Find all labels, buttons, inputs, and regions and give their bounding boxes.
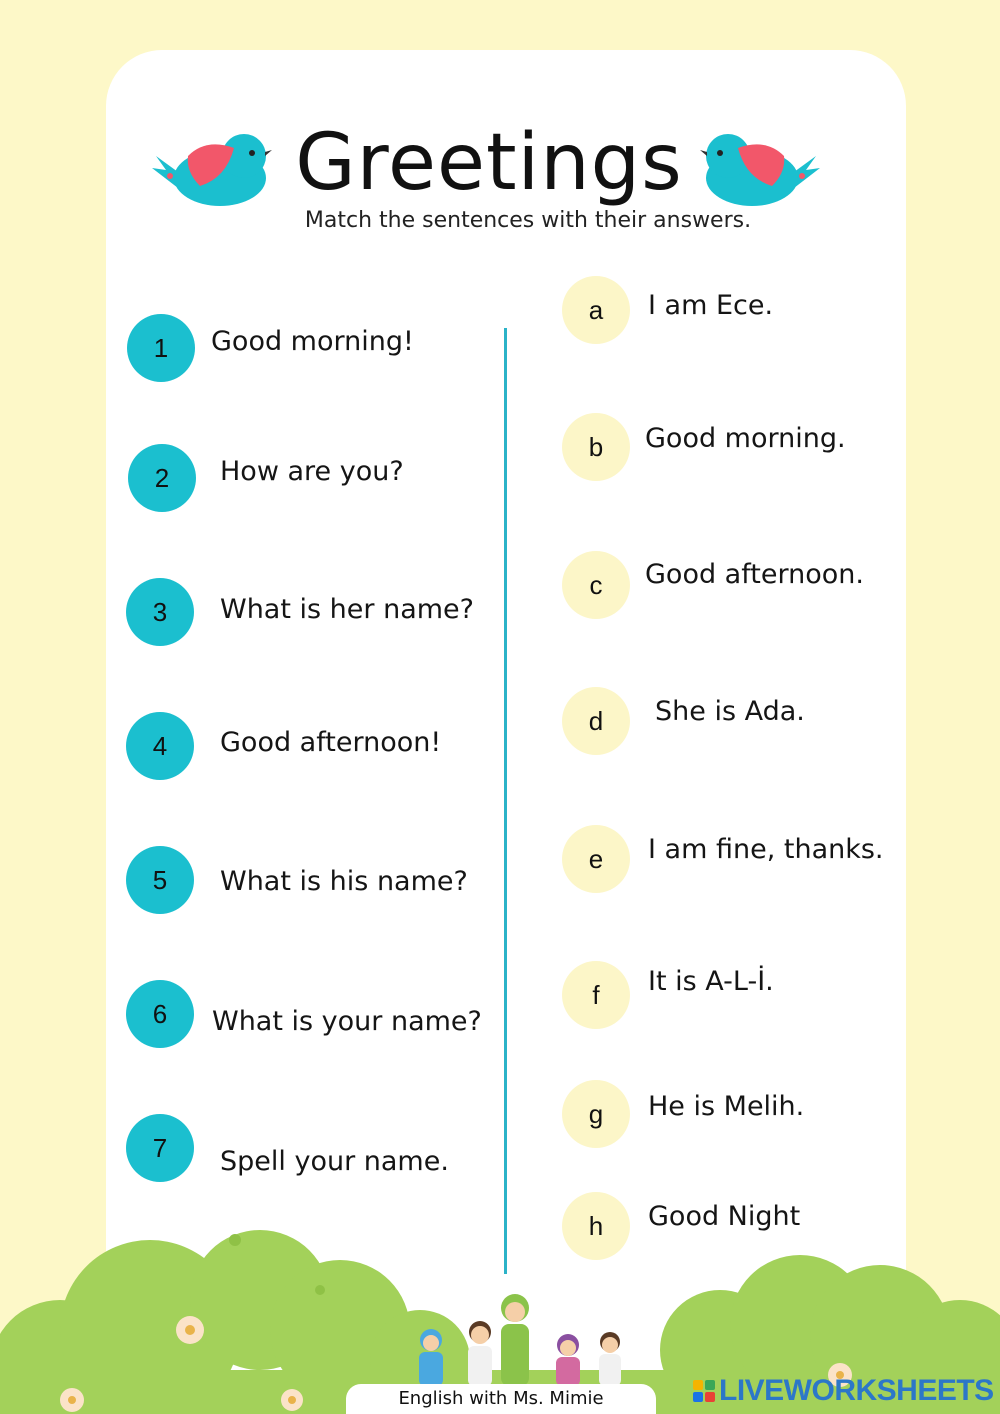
answer-letter-c: c — [562, 551, 630, 619]
question-text-3: What is her name? — [220, 594, 474, 625]
question-number-2: 2 — [128, 444, 196, 512]
question-number-7: 7 — [126, 1114, 194, 1182]
question-number-5: 5 — [126, 846, 194, 914]
liveworksheets-logo[interactable] — [693, 1374, 994, 1408]
column-divider — [504, 328, 507, 1274]
answer-text-b: Good morning. — [645, 423, 846, 454]
answer-letter-h: h — [562, 1192, 630, 1260]
answer-letter-g: g — [562, 1080, 630, 1148]
page-title: Greetings — [295, 118, 683, 208]
answer-letter-e: e — [562, 825, 630, 893]
answer-text-a: I am Ece. — [648, 290, 774, 321]
answer-letter-a: a — [562, 276, 630, 344]
answer-letter-f: f — [562, 961, 630, 1029]
question-text-6: What is your name? — [212, 1006, 482, 1037]
question-number-1: 1 — [127, 314, 195, 382]
question-number-4: 4 — [126, 712, 194, 780]
answer-text-g: He is Melih. — [648, 1091, 805, 1122]
brand-name: LIVEWORKSHEETS — [719, 1374, 994, 1407]
kids-illustration — [405, 1290, 635, 1390]
question-text-7: Spell your name. — [220, 1146, 449, 1177]
question-number-3: 3 — [126, 578, 194, 646]
answer-text-e: I am fine, thanks. — [648, 834, 884, 865]
question-text-2: How are you? — [220, 456, 404, 487]
answer-text-f: It is A-L-İ. — [648, 966, 774, 997]
answer-letter-b: b — [562, 413, 630, 481]
answer-text-c: Good afternoon. — [645, 559, 864, 590]
question-text-5: What is his name? — [220, 866, 468, 897]
answer-text-d: She is Ada. — [655, 696, 805, 727]
liveworksheets-logo-icon — [693, 1380, 715, 1402]
credit-label: English with Ms. Mimie — [346, 1384, 656, 1414]
page-subtitle: Match the sentences with their answers. — [304, 208, 752, 233]
question-text-4: Good afternoon! — [220, 727, 442, 758]
question-text-1: Good morning! — [211, 326, 414, 357]
answer-letter-d: d — [562, 687, 630, 755]
question-number-6: 6 — [126, 980, 194, 1048]
answer-text-h: Good Night — [648, 1201, 801, 1232]
